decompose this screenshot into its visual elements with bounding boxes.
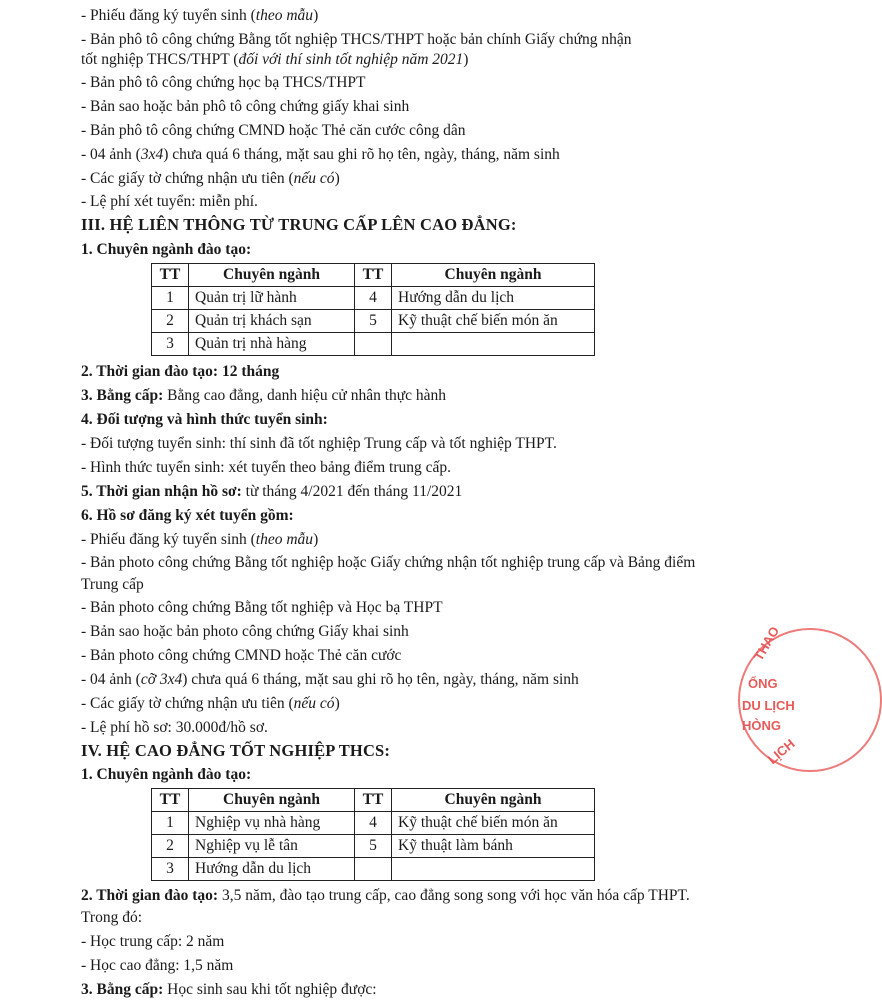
list-item-continuation: tốt nghiệp THCS/THPT (đối với thí sinh tốt nghiệp năm 2021) (81, 51, 469, 68)
list-item: - Bản photo công chứng CMND hoặc Thẻ căn cước (81, 647, 402, 664)
list-item: - Các giấy tờ chứng nhận ưu tiên (nếu có) (81, 695, 340, 712)
list-item: - Lệ phí hồ sơ: 30.000đ/hồ sơ. (81, 719, 268, 736)
section-heading: III. HỆ LIÊN THÔNG TỪ TRUNG CẤP LÊN CAO ĐẲNG: (81, 215, 517, 234)
stamp-text: DU LỊCH (742, 698, 795, 713)
list-item: - Học trung cấp: 2 năm (81, 933, 225, 950)
paragraph: 5. Thời gian nhận hồ sơ: từ tháng 4/2021 đến tháng 11/2021 (81, 483, 463, 500)
table-row (152, 310, 595, 333)
table-cell: 4 (355, 287, 392, 310)
table-row (152, 858, 595, 881)
table-header: TT (355, 789, 392, 812)
table-cell: Kỹ thuật làm bánh (392, 835, 595, 858)
paragraph: 3. Bằng cấp: Học sinh sau khi tốt nghiệp được: (81, 981, 377, 998)
subsection-heading: 6. Hồ sơ đăng ký xét tuyển gồm: (81, 507, 294, 524)
list-item: - Bản phô tô công chứng Bằng tốt nghiệp THCS/THPT hoặc bản chính Giấy chứng nhận (81, 31, 632, 48)
table-header: TT (152, 789, 189, 812)
program-table (151, 263, 595, 356)
list-item: - Bản phô tô công chứng CMND hoặc Thẻ căn cước công dân (81, 122, 466, 139)
stamp-text: ỔNG (748, 676, 778, 691)
table-header: TT (152, 264, 189, 287)
list-item: - Hình thức tuyển sinh: xét tuyển theo bảng điểm trung cấp. (81, 459, 451, 476)
table-cell (355, 333, 392, 356)
list-item: - Đối tượng tuyển sinh: thí sinh đã tốt nghiệp Trung cấp và tốt nghiệp THPT. (81, 435, 557, 452)
list-item: - Phiếu đăng ký tuyển sinh (theo mẫu) (81, 531, 319, 548)
table-cell: Kỹ thuật chế biến món ăn (392, 812, 595, 835)
list-item: - Học cao đẳng: 1,5 năm (81, 957, 234, 974)
list-item: - 04 ảnh (3x4) chưa quá 6 tháng, mặt sau ghi rõ họ tên, ngày, tháng, năm sinh (81, 146, 560, 163)
program-table (151, 788, 595, 881)
list-item: - Bản phô tô công chứng học bạ THCS/THPT (81, 74, 366, 91)
table-row (152, 333, 595, 356)
table-cell (355, 858, 392, 881)
table-header: Chuyên ngành (189, 264, 355, 287)
list-item: - 04 ảnh (cỡ 3x4) chưa quá 6 tháng, mặt sau ghi rõ họ tên, ngày, tháng, năm sinh (81, 671, 579, 688)
table-header: TT (355, 264, 392, 287)
section-heading: IV. HỆ CAO ĐẲNG TỐT NGHIỆP THCS: (81, 741, 391, 760)
table-header: Chuyên ngành (392, 264, 595, 287)
table-cell: Hướng dẫn du lịch (392, 287, 595, 310)
table-cell: Quản trị khách sạn (189, 310, 355, 333)
table-header: Chuyên ngành (392, 789, 595, 812)
table-row (152, 835, 595, 858)
table-row (152, 812, 595, 835)
list-item: - Bản sao hoặc bản phô tô công chứng giấy khai sinh (81, 98, 410, 115)
table-cell (392, 333, 595, 356)
list-item: - Bản photo công chứng Bằng tốt nghiệp hoặc Giấy chứng nhận tốt nghiệp trung cấp và Bảng điểm Trung cấp (81, 554, 696, 593)
list-item: - Bản photo công chứng Bằng tốt nghiệp và Học bạ THPT (81, 599, 443, 616)
subsection-heading: 1. Chuyên ngành đào tạo: (81, 766, 252, 783)
table-cell: Hướng dẫn du lịch (189, 858, 355, 881)
table-header-row (152, 264, 595, 287)
table-cell: 1 (152, 812, 189, 835)
paragraph: 2. Thời gian đào tạo: 3,5 năm, đào tạo trung cấp, cao đẳng song song với học văn hóa cấp THPT. Trong đó: (81, 887, 690, 926)
stamp-text: LỊCH (764, 736, 798, 767)
stamp-text: HÒNG (742, 718, 781, 733)
table-cell: Nghiệp vụ nhà hàng (189, 812, 355, 835)
table-cell: Quản trị nhà hàng (189, 333, 355, 356)
list-item: - Bản sao hoặc bản photo công chứng Giấy khai sinh (81, 623, 409, 640)
subsection-heading: 2. Thời gian đào tạo: 12 tháng (81, 363, 280, 380)
table-cell: 4 (355, 812, 392, 835)
table-row (152, 287, 595, 310)
subsection-heading: 4. Đối tượng và hình thức tuyển sinh: (81, 411, 328, 428)
subsection-heading: 1. Chuyên ngành đào tạo: (81, 241, 252, 258)
table-cell: 2 (152, 835, 189, 858)
table-cell: 1 (152, 287, 189, 310)
stamp-text: THAO (750, 623, 783, 664)
paragraph: 3. Bằng cấp: Bằng cao đẳng, danh hiệu cử nhân thực hành (81, 387, 447, 404)
table-cell: Kỹ thuật chế biến món ăn (392, 310, 595, 333)
table-cell: 5 (355, 310, 392, 333)
table-cell: Quản trị lữ hành (189, 287, 355, 310)
table-cell: 3 (152, 858, 189, 881)
table-header-row (152, 789, 595, 812)
table-header: Chuyên ngành (189, 789, 355, 812)
table-cell: 2 (152, 310, 189, 333)
stamp-seal (738, 623, 858, 778)
table-cell: Nghiệp vụ lễ tân (189, 835, 355, 858)
list-item: - Các giấy tờ chứng nhận ưu tiên (nếu có) (81, 170, 340, 187)
list-item: - Lệ phí xét tuyển: miễn phí. (81, 193, 258, 210)
table-cell: 5 (355, 835, 392, 858)
table-cell: 3 (152, 333, 189, 356)
list-item: - Phiếu đăng ký tuyển sinh (theo mẫu) (81, 7, 319, 24)
table-cell (392, 858, 595, 881)
